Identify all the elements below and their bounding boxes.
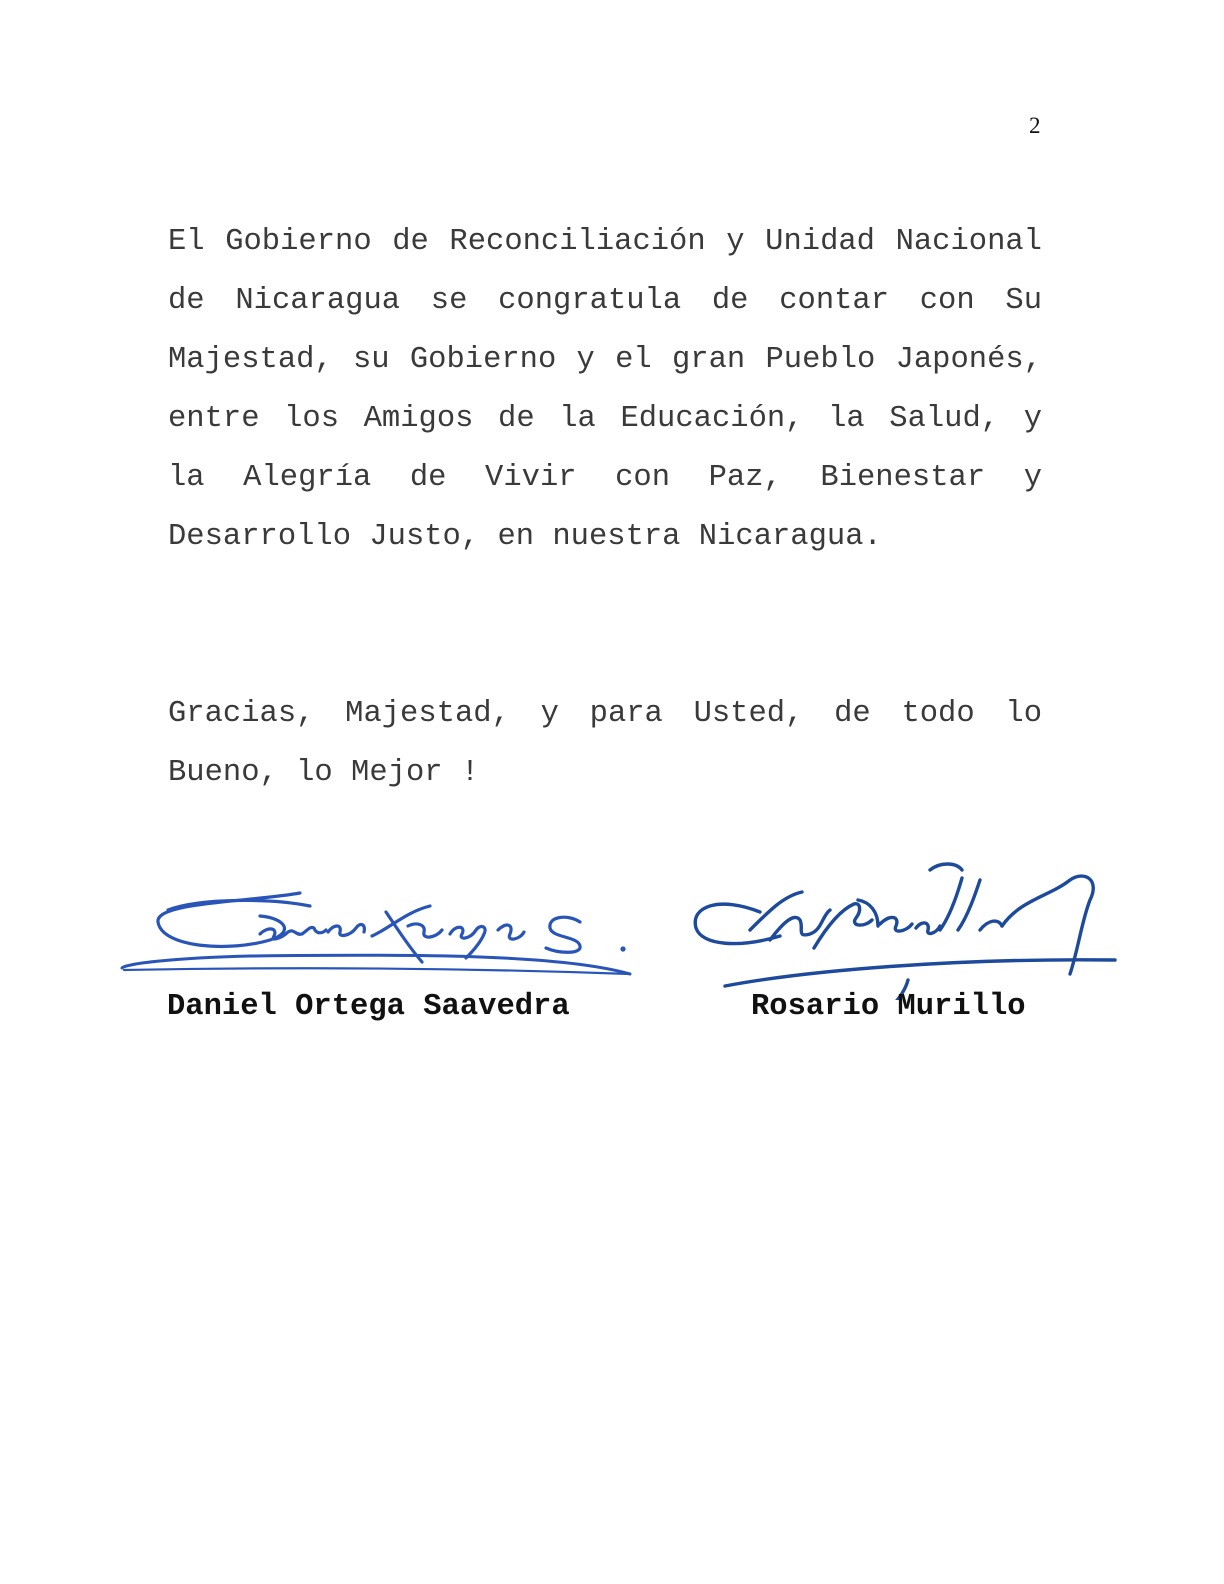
signatures-graphic (110, 840, 1130, 1000)
signatory-name-2: Rosario Murillo (751, 990, 1026, 1024)
body-paragraph-1: El Gobierno de Reconciliación y Unidad Nacional de Nicaragua se congratula de contar con Su Majestad, su Gobierno y el gran Pueblo Japonés, entre los Amigos de la Educación, la Salud, y la Alegría de Vivir con Paz, Bienestar y Desarrollo Justo, en nuestra Nicaragua. (168, 225, 1042, 554)
body-paragraph-2: Gracias, Majestad, y para Usted, de todo lo Bueno, lo Mejor ! (168, 697, 1042, 790)
page-number: 2 (1029, 113, 1041, 138)
signature-daniel-ortega (122, 893, 630, 974)
signatory-name-1: Daniel Ortega Saavedra (167, 990, 570, 1024)
signature-rosario-murillo (695, 864, 1115, 1000)
